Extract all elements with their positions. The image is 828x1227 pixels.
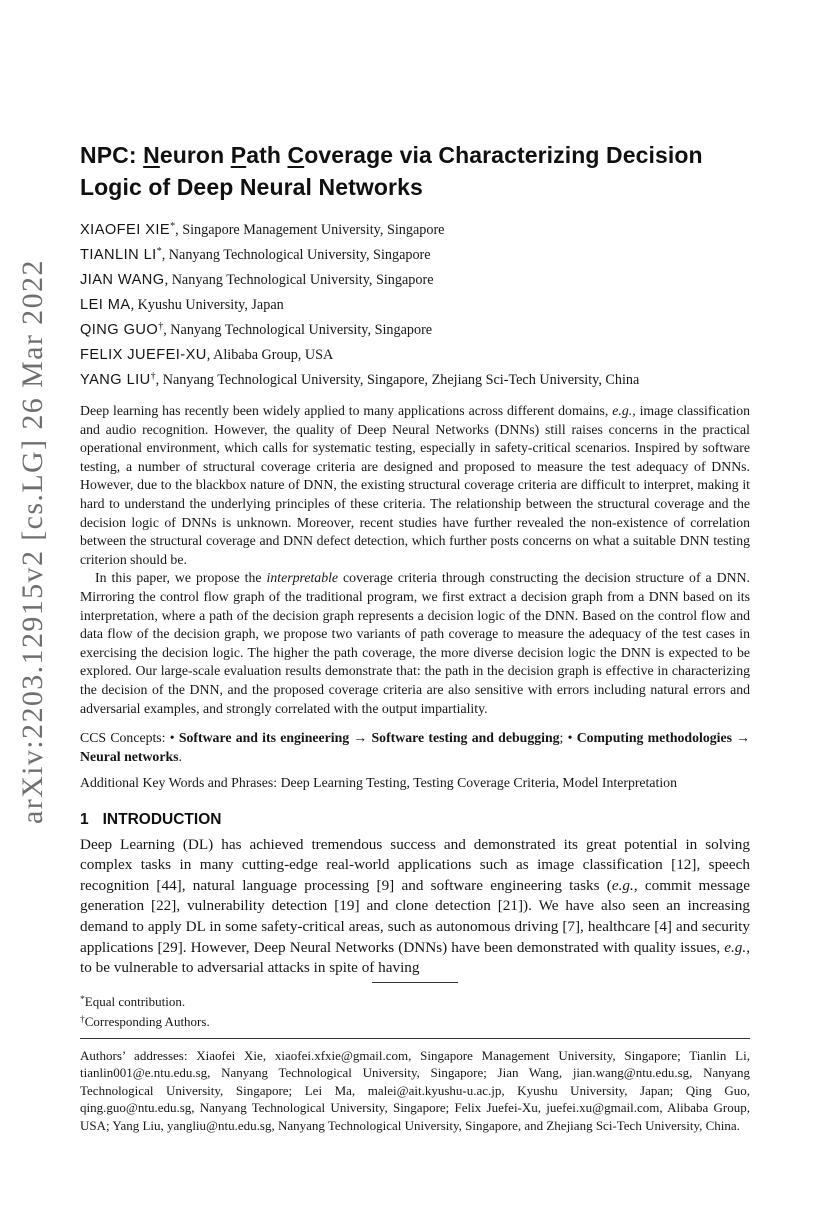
keywords: Additional Key Words and Phrases: Deep Learning Testing, Testing Coverage Criteria, Model Interpretation <box>80 775 677 791</box>
abstract-paragraph-1 <box>80 402 750 569</box>
section-number: 1 <box>80 810 89 828</box>
abstract-paragraph-2 <box>80 569 750 718</box>
body-text: , commit message generation [22], vulnerability detection [19] and clone detection [21]). We have also seen an increasing demand to apply DL in some safety-critical areas, such as autonomous driving [7], healthcare [4] and security applications [29]. However, Deep Neural Networks (DNNs) have been demonstrated with quality issues, <box>80 876 750 956</box>
title-text: euron <box>159 142 231 168</box>
author-footnote-marker: † <box>150 371 156 382</box>
abstract-text: In this paper, we propose the <box>95 570 267 586</box>
author-name: LEI MA <box>80 297 131 313</box>
body-italic-text: e.g. <box>724 938 747 956</box>
paper-title-line-1 <box>80 139 750 171</box>
ccs-period: . <box>178 749 182 765</box>
title-text: NPC: <box>80 142 144 168</box>
author-name: TIANLIN LI <box>80 247 157 263</box>
title-underlined-letter: N <box>143 142 160 168</box>
author-footnote-marker: † <box>158 321 164 332</box>
ccs-concept: Computing methodologies → Neural networks <box>80 730 750 765</box>
author-line <box>80 291 750 316</box>
author-footnote-marker: * <box>170 221 176 232</box>
footnote-divider <box>372 982 458 983</box>
author-affiliation: , Nanyang Technological University, Singapore <box>161 247 431 263</box>
author-affiliation: , Singapore Management University, Singapore <box>175 222 445 238</box>
abstract <box>80 402 750 718</box>
section-heading-introduction <box>80 810 750 830</box>
author-name: YANG LIU <box>80 372 151 388</box>
footnote-text: Equal contribution. <box>84 993 186 1009</box>
author-line <box>80 341 750 366</box>
title-underlined-letter: P <box>230 142 247 168</box>
author-line <box>80 366 750 391</box>
author-affiliation: , Alibaba Group, USA <box>206 347 334 363</box>
paper-title <box>80 139 750 203</box>
abstract-text: , image classification and audio recognition. However, the quality of Deep Neural Networks (DNNs) still raises concerns in the practical operational environment, which calls for systematic testing, especially in safety-critical scenarios. Inspired by software testing, a number of structural coverage criteria are designed and proposed to measure the test adequacy of DNNs. However, due to the blackbox nature of DNN, the existing structural coverage criteria are difficult to interpret, making it hard to understand the underlying principles of these criteria. The relationship between the structural coverage and the decision logic of DNNs is unknown. Moreover, recent studies have further revealed the non-existence of correlation between the structural coverage and DNN defect detection, which further posts concerns on what a suitable DNN testing criterion should be. <box>80 403 750 567</box>
author-affiliation: , Nanyang Technological University, Singapore <box>163 322 433 338</box>
author-list <box>80 216 750 391</box>
paper-content-column <box>80 0 750 1134</box>
ccs-label: CCS Concepts: • <box>80 730 179 746</box>
author-line <box>80 266 750 291</box>
footnote-corresponding-authors <box>80 1011 750 1031</box>
author-name: XIAOFEI XIE <box>80 222 171 238</box>
authors-addresses: Authors’ addresses: Xiaofei Xie, xiaofei.xfxie@gmail.com, Singapore Management University, Singapore; Tianlin Li, tianlin001@e.ntu.edu.sg, Nanyang Technological University, Singapore; Jian Wang, jian.wang@ntu.edu.sg, Nanyang Technological University, Singapore; Lei Ma, malei@ait.kyushu-u.ac.jp, Kyushu University, Japan; Qing Guo, qing.guo@ntu.edu.sg, Nanyang Technological University, Singapore; Felix Juefei-Xu, juefei.xu@gmail.com, Alibaba Group, USA; Yang Liu, yangliu@ntu.edu.sg, Nanyang Technological University, Singapore, and Zhejiang Sci-Tech University, China. <box>80 1047 750 1133</box>
author-affiliation: , Nanyang Technological University, Singapore <box>164 272 434 288</box>
author-line <box>80 216 750 241</box>
author-line <box>80 241 750 266</box>
footnote-equal-contribution <box>80 991 750 1011</box>
abstract-italic-text: interpretable <box>266 570 339 586</box>
introduction-paragraph <box>80 835 750 979</box>
ccs-concept: Software and its engineering → Software testing and debugging <box>178 730 560 746</box>
author-line <box>80 316 750 341</box>
author-affiliation: , Kyushu University, Japan <box>130 297 284 313</box>
author-name: FELIX JUEFEI-XU <box>80 347 207 363</box>
abstract-text: Deep learning has recently been widely applied to many applications across different domains, <box>80 403 613 418</box>
author-footnote-marker: * <box>156 246 162 257</box>
abstract-text: coverage criteria through constructing the decision structure of a DNN. Mirroring the control flow graph of the traditional program, we first extract a decision graph from a DNN based on its interpretation, where a path of the decision graph represents a decision logic of the DNN. Based on the control flow and data flow of the decision graph, we propose two variants of path coverage to measure the adequacy of the test cases in exercising the decision logic. The higher the path coverage, the more diverse decision logic the DNN is expected to be explored. Our large-scale evaluation results demonstrate that: the path in the decision graph is effective in characterizing the decision of the DNN, and the proposed coverage criteria are also sensitive with errors including natural errors and adversarial examples, and strongly correlated with the output impartiality. <box>80 570 750 716</box>
addresses-divider <box>80 1038 750 1039</box>
body-italic-text: e.g. <box>611 876 634 894</box>
footnote-marker: † <box>80 1014 85 1025</box>
title-text: overage via Characterizing Decision <box>304 142 703 168</box>
title-underlined-letter: C <box>287 142 305 168</box>
footnote-text: Corresponding Authors. <box>84 1013 210 1029</box>
body-text: Deep Learning (DL) has achieved tremendous success and demonstrated its great potential in solving complex tasks in many cutting-edge real-world applications such as image classification [12], speech recognition [44], natural language processing [9] and software engineering tasks ( <box>80 835 750 894</box>
ccs-separator: ; • <box>559 730 577 746</box>
footnote-marker: * <box>80 994 85 1005</box>
title-text: ath <box>246 142 288 168</box>
abstract-italic-text: e.g. <box>612 403 633 418</box>
section-title: INTRODUCTION <box>102 810 222 828</box>
author-name: JIAN WANG <box>80 272 165 288</box>
footnotes <box>80 991 750 1031</box>
author-name: QING GUO <box>80 322 159 338</box>
ccs-concepts <box>80 728 750 766</box>
author-affiliation: , Nanyang Technological University, Singapore, Zhejiang Sci-Tech University, China <box>155 372 640 388</box>
paper-title-line-2: Logic of Deep Neural Networks <box>80 174 423 200</box>
body-text: , to be vulnerable to adversarial attacks in spite of having <box>80 938 750 977</box>
arxiv-watermark: arXiv:2203.12915v2 [cs.LG] 26 Mar 2022 <box>16 259 49 825</box>
